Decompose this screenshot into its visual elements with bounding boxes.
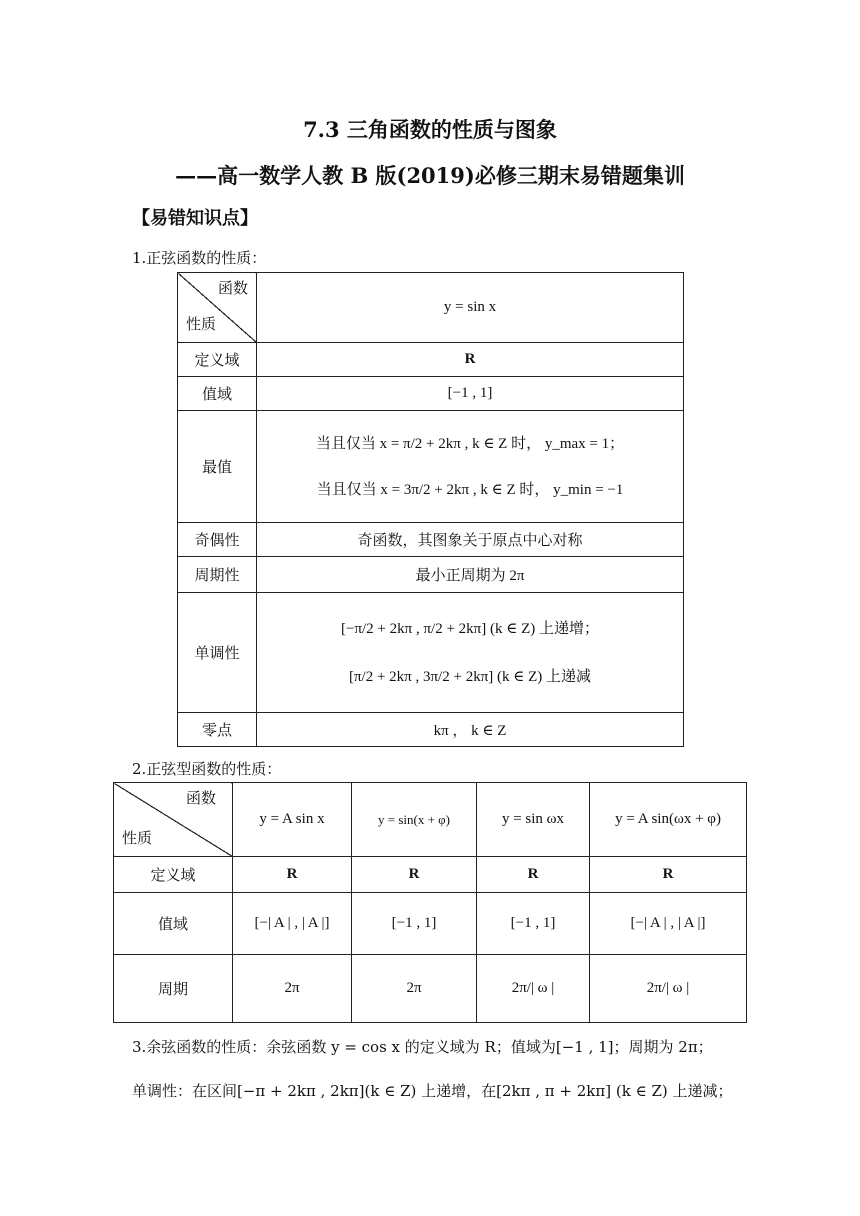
header-prop-label: 性质 [122,829,153,847]
row-value: [−| A | , | A |] [590,893,747,955]
header-prop-label: 性质 [186,315,217,333]
paragraph-cosine-monotonicity: 单调性：在区间[−π + 2kπ , 2kπ](k ∈ Z) 上递增，在[2kπ , π + 2kπ] (k ∈ Z) 上递减； [132,1082,733,1100]
section-heading: 【易错知识点】 [132,208,258,229]
header-diagonal-cell [178,273,257,343]
row-value: R [590,857,747,893]
paragraph-sinusoid-heading: 2.正弦型函数的性质： [132,760,282,778]
row-value [257,593,684,713]
row-label: 定义域 [114,857,233,893]
row-label: 最值 [178,411,257,523]
row-value: [−| A | , | A |] [233,893,352,955]
row-value: 2π/| ω | [590,955,747,1023]
function-header: y = A sin x [233,783,352,857]
page-title: 7.3 三角函数的性质与图象 [303,117,557,142]
row-value: 奇函数，其图象关于原点中心对称 [257,523,684,557]
header-diagonal-cell [114,783,233,857]
header-func-label: 函数 [185,789,216,807]
row-label: 周期 [114,955,233,1023]
max-value-line: 当且仅当 x = π/2 + 2kπ , k ∈ Z 时， y_max = 1； [315,435,625,452]
row-value: R [257,343,684,377]
row-value: [−1 , 1] [257,377,684,411]
row-label: 零点 [178,713,257,747]
row-label: 周期性 [178,557,257,593]
row-value: 2π [352,955,477,1023]
row-value: 最小正周期为 2π [257,557,684,593]
row-label: 值域 [178,377,257,411]
page-subtitle: ——高一数学人教 B 版(2019)必修三期末易错题集训 [175,163,685,188]
increasing-line: [−π/2 + 2kπ , π/2 + 2kπ] (k ∈ Z) 上递增； [340,620,599,637]
row-value: [−1 , 1] [477,893,590,955]
row-value: 2π [233,955,352,1023]
paragraph-cosine: 3.余弦函数的性质：余弦函数 y = cos x 的定义域为 R；值域为[−1 , 1]；周期为 2π； [132,1038,713,1056]
row-value: [−1 , 1] [352,893,477,955]
row-label: 定义域 [178,343,257,377]
sinusoid-properties-table [113,782,747,1023]
row-label: 单调性 [178,593,257,713]
function-header: y = sin x [257,273,684,343]
min-value-line: 当且仅当 x = 3π/2 + 2kπ , k ∈ Z 时， y_min = −1 [316,481,624,498]
row-value: 2π/| ω | [477,955,590,1023]
paragraph-sine-heading: 1.正弦函数的性质： [132,249,267,267]
row-value: R [233,857,352,893]
header-func-label: 函数 [217,279,248,297]
sine-properties-table [177,272,684,747]
row-label: 值域 [114,893,233,955]
decreasing-line: [π/2 + 2kπ , 3π/2 + 2kπ] (k ∈ Z) 上递减 [348,668,592,685]
row-value [257,411,684,523]
function-header: y = A sin(ωx + φ) [590,783,747,857]
row-value: R [352,857,477,893]
row-value: kπ ， k ∈ Z [257,713,684,747]
row-label: 奇偶性 [178,523,257,557]
function-header: y = sin(x + φ) [352,783,477,857]
function-header: y = sin ωx [477,783,590,857]
row-value: R [477,857,590,893]
